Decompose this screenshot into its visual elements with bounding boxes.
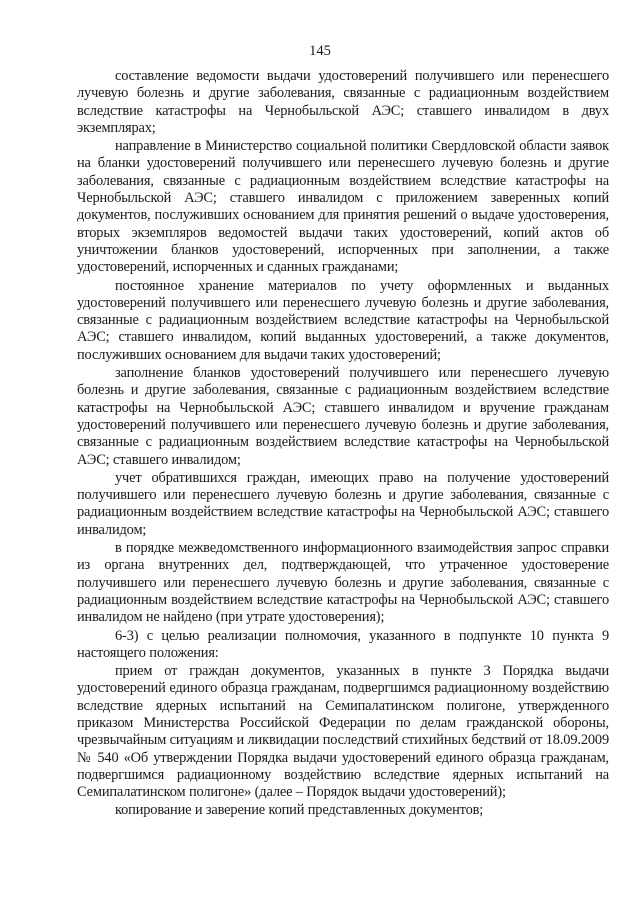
paragraph-8: прием от граждан документов, указанных в пункте 3 Порядка выдачи удостоверений единого образца гражданам, подвергшимся радиационному воздействию вследствие ядерных испытаний на Семипалатинском полигоне, утвержденного приказом Министерства Российской Федерации по делам гражданской обороны, чрезвычайным ситуациям и ликвидации последствий стихийных бедствий от 18.09.2009 № 540 «Об утверждении Порядка выдачи удостоверений единого образца гражданам, подвергшимся радиационному воздействию вследствие ядерных испытаний на Семипалатинском полигоне» (далее – Порядок выдачи удостоверений); (77, 663, 609, 801)
paragraph-9: копирование и заверение копий представленных документов; (115, 802, 484, 819)
paragraph-4: заполнение бланков удостоверений получившего или перенесшего лучевую болезнь и другие заболевания, связанные с радиационным воздействием вследствие катастрофы на Чернобыльской АЭС; ставшего инвалидом и вручение гражданам удостоверений получившего или перенесшего лучевую болезнь и другие заболевания, связанные с радиационным воздействием вследствие катастрофы на Чернобыльской АЭС; ставшего инвалидом; (77, 365, 609, 468)
paragraph-6: в порядке межведомственного информационного взаимодействия запрос справки из органа внутренних дел, подтверждающей, что утраченное удостоверение получившего или перенесшего лучевую болезнь и другие заболевания, связанные с радиационным воздействием вследствие катастрофы на Чернобыльской АЭС; ставшего инвалидом не найдено (при утрате удостоверения); (77, 540, 609, 626)
paragraph-2: направление в Министерство социальной политики Свердловской области заявок на бланки удостоверений получившего или перенесшего лучевую болезнь и другие заболевания, связанные с радиационным воздействием вследствие катастрофы на Чернобыльской АЭС; ставшего инвалидом с приложением заверенных копий документов, послуживших основанием для принятия решений о выдаче удостоверения, вторых экземпляров ведомостей выдачи таких удостоверений, копий актов об уничтожении бланков удостоверений, испорченных при заполнении, а также удостоверений, испорченных и сданных гражданами; (77, 138, 609, 276)
paragraph-7: 6-3) с целью реализации полномочия, указанного в подпункте 10 пункта 9 настоящего положения: (77, 627, 609, 661)
paragraph-5: учет обратившихся граждан, имеющих право на получение удостоверений получившего или перенесшего лучевую болезнь и другие заболевания, связанные с радиационным воздействием вследствие катастрофы на Чернобыльской АЭС; ставшего инвалидом; (77, 469, 609, 538)
paragraph-1: составление ведомости выдачи удостоверений получившего или перенесшего лучевую болезнь и другие заболевания, связанные с радиационным воздействием вследствие катастрофы на Чернобыльской АЭС; ставшего инвалидом в двух экземплярах; (77, 68, 609, 136)
paragraph-3: постоянное хранение материалов по учету оформленных и выданных удостоверений получившего или перенесшего лучевую болезнь и другие заболевания, связанные с радиационным воздействием вследствие катастрофы на Чернобыльской АЭС; ставшего инвалидом, копий выданных удостоверений, а также документов, послуживших основанием для выдачи таких удостоверений; (77, 277, 609, 363)
document-body (77, 68, 609, 821)
page-number: 145 (309, 43, 331, 59)
